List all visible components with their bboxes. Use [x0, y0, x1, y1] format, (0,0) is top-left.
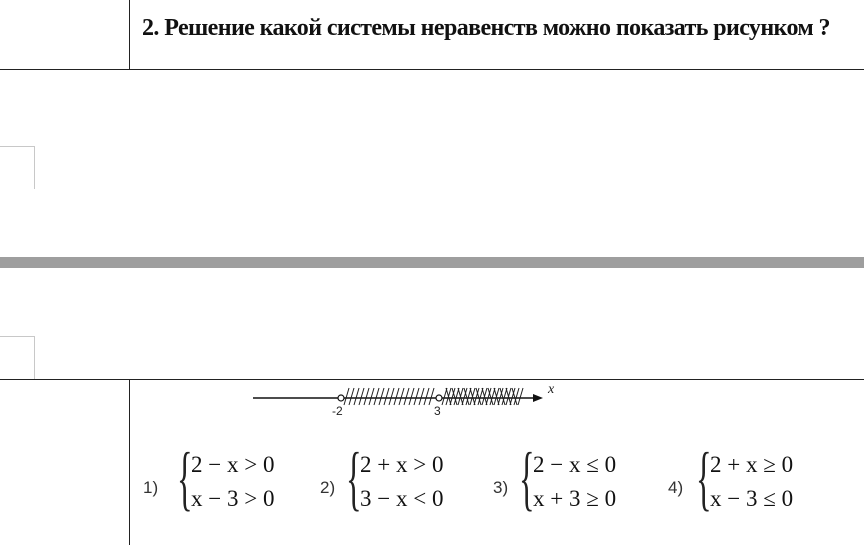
inequality-line-2: x − 3 ≤ 0 — [710, 486, 794, 511]
inequality-line-2: x − 3 > 0 — [191, 486, 275, 511]
system-brace: { — [519, 438, 535, 518]
page-separator — [0, 257, 864, 268]
option-number: 3) — [493, 478, 509, 497]
inequality-line-1: 2 + x > 0 — [360, 452, 444, 477]
open-point-3 — [436, 395, 442, 401]
axis-arrow — [533, 394, 543, 402]
answer-option-1 — [143, 438, 293, 520]
system-brace: { — [346, 438, 362, 518]
system-brace: { — [177, 438, 193, 518]
point-label-minus2: -2 — [332, 404, 343, 418]
option-number: 1) — [143, 478, 159, 497]
option-number: 4) — [668, 478, 684, 497]
hatch-left — [344, 388, 434, 405]
inequality-line-1: 2 − x ≤ 0 — [533, 452, 617, 477]
system-brace: { — [696, 438, 712, 518]
inequality-line-2: x + 3 ≥ 0 — [533, 486, 617, 511]
answer-option-4 — [668, 438, 818, 520]
answer-option-2 — [320, 438, 470, 520]
inequality-line-1: 2 + x ≥ 0 — [710, 452, 794, 477]
option-number: 2) — [320, 478, 336, 497]
inequality-line-2: 3 − x < 0 — [360, 486, 444, 511]
point-label-3: 3 — [434, 404, 441, 418]
question-title: 2. Решение какой системы неравенств можно показать рисунком ? — [142, 15, 830, 41]
margin-mark-1 — [0, 146, 35, 189]
inequality-line-1: 2 − x > 0 — [191, 452, 275, 477]
hatch-right — [442, 388, 523, 405]
table-top-divider — [0, 69, 864, 70]
axis-var-label: x — [548, 382, 555, 397]
answer-option-3 — [493, 438, 643, 520]
table-col-divider-bottom — [129, 379, 130, 545]
margin-mark-2 — [0, 336, 35, 379]
number-line-figure — [245, 382, 575, 422]
open-point-minus2 — [338, 395, 344, 401]
table-col-divider-top — [129, 0, 130, 69]
